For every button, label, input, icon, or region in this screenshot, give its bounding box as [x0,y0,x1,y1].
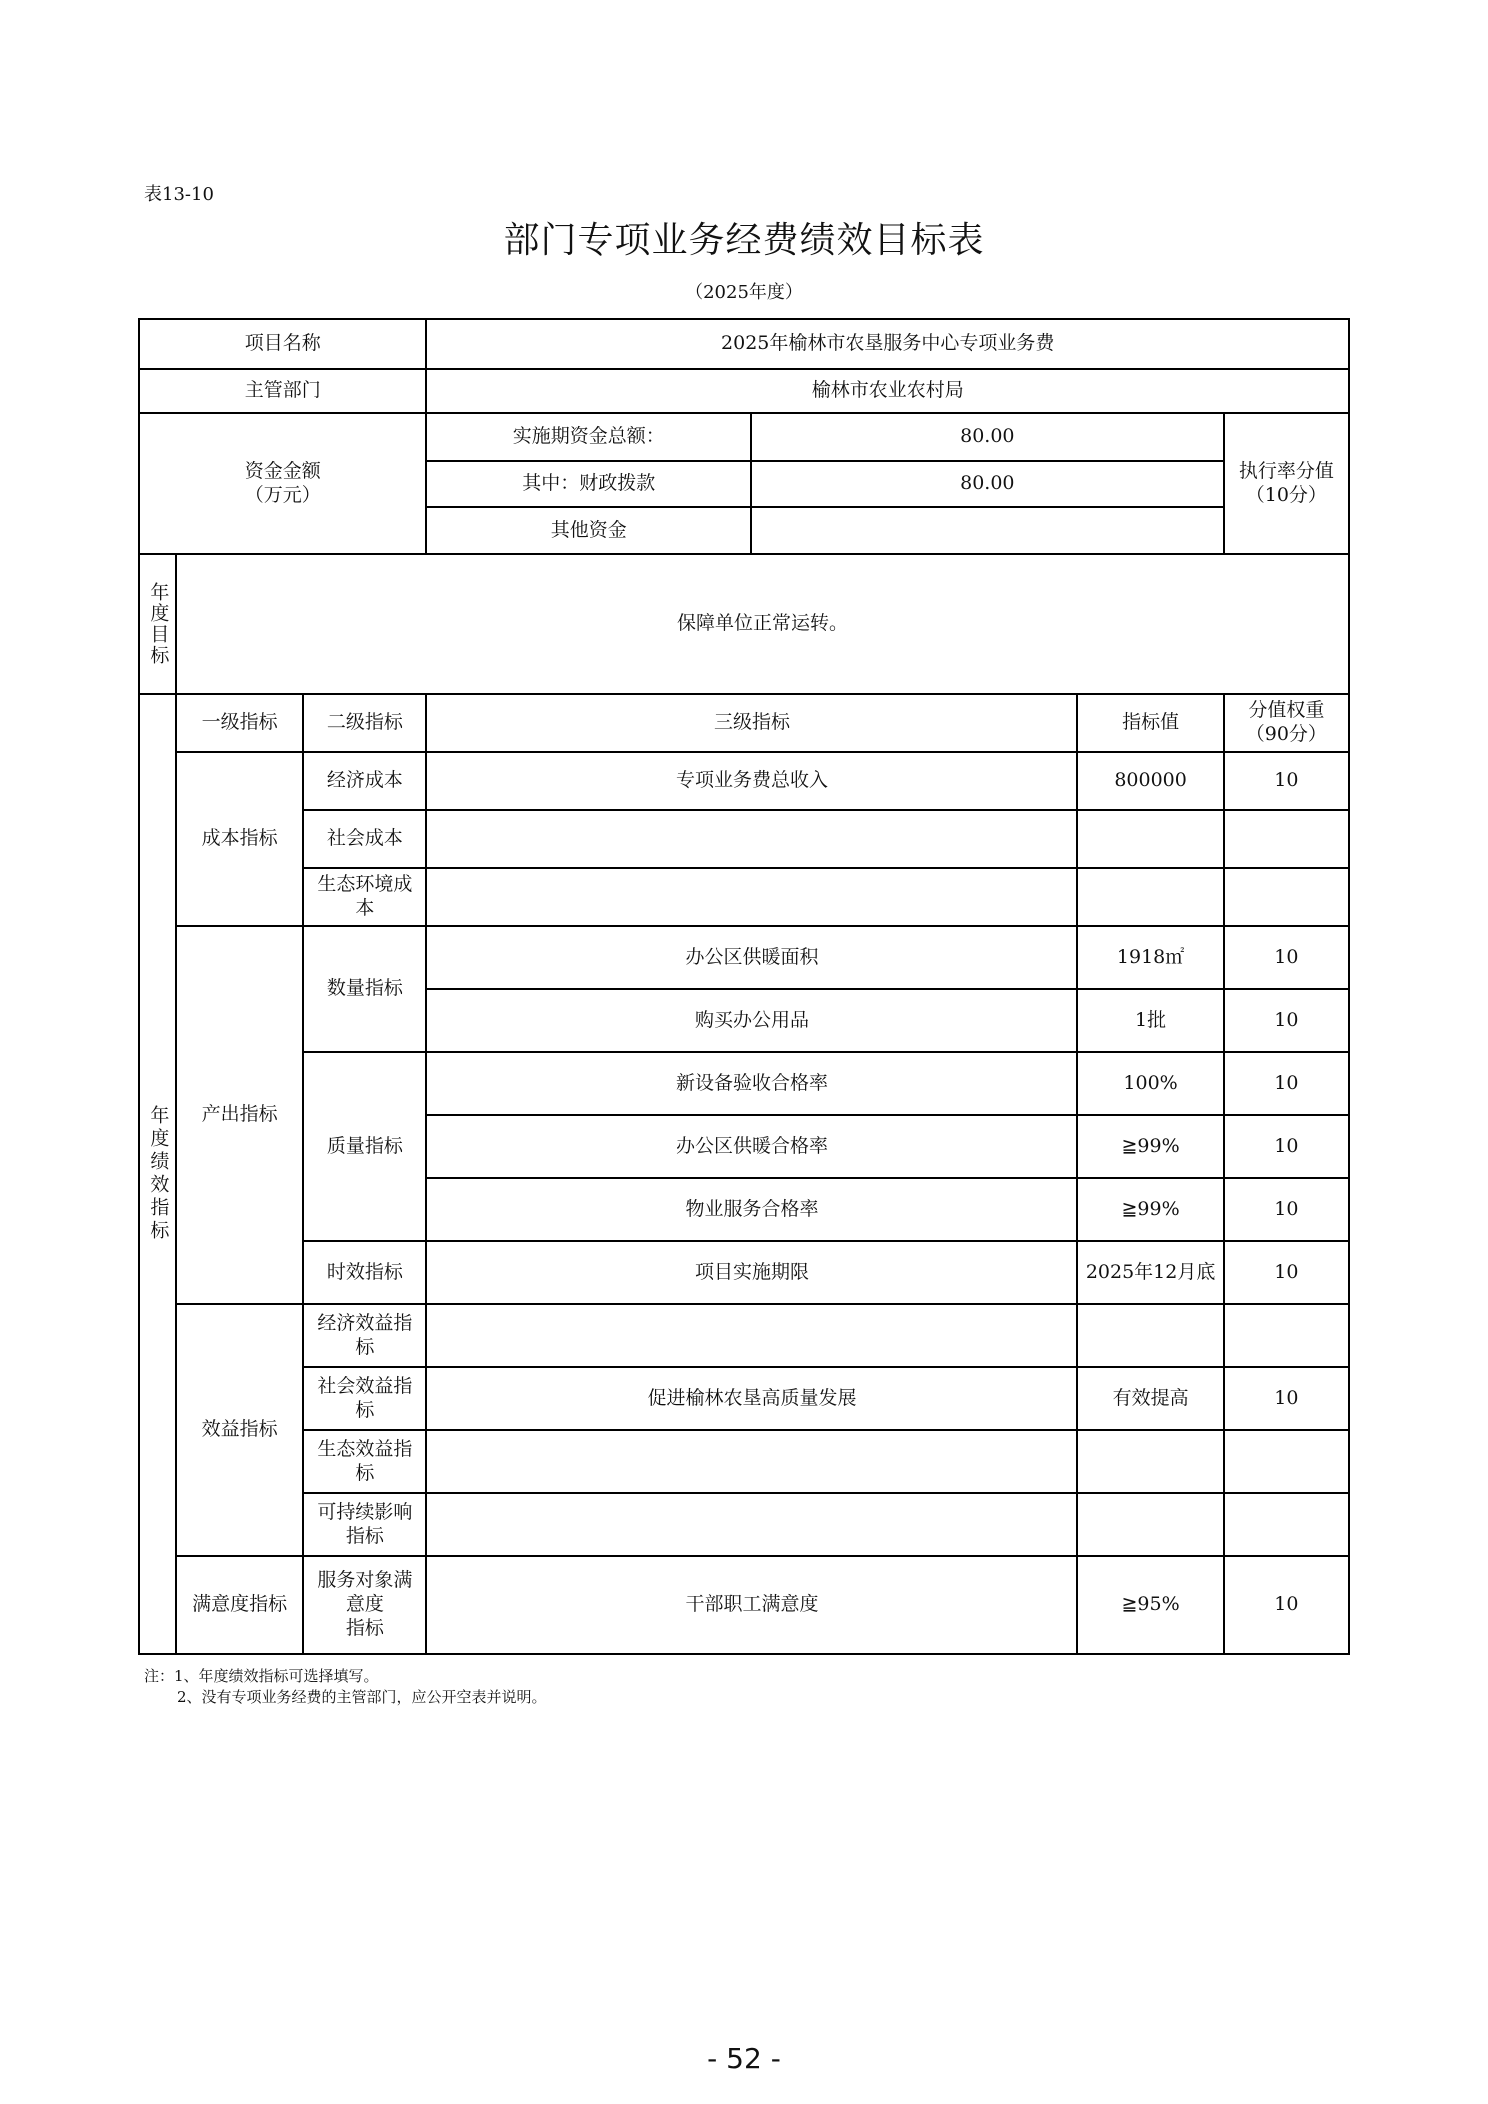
level2-cell: 生态效益指 标 [303,1430,426,1493]
level3-cell: 办公区供暖面积 [426,926,1077,989]
level2-cell: 生态环境成本 [303,868,426,926]
table-row [139,1430,1349,1493]
cost-indicator-label: 成本指标 [176,752,303,926]
benefit-indicator-label: 效益指标 [176,1304,303,1556]
value-cell [1077,1493,1223,1556]
value-cell: 1918㎡ [1077,926,1223,989]
col-header-level1: 一级指标 [176,694,303,752]
fund-total-value: 80.00 [751,413,1224,461]
fund-other-label: 其他资金 [426,507,751,554]
value-cell: 800000 [1077,752,1223,810]
footnotes [144,1666,547,1708]
level3-cell: 促进榆林农垦高质量发展 [426,1367,1077,1430]
weight-cell [1224,1493,1349,1556]
weight-cell: 10 [1224,1367,1349,1430]
level3-cell [426,810,1077,868]
project-name-value: 2025年榆林市农垦服务中心专项业务费 [426,319,1349,369]
performance-target-table [138,318,1350,1655]
level3-cell [426,1304,1077,1367]
level3-cell [426,1430,1077,1493]
table-row [139,810,1349,868]
value-cell: 有效提高 [1077,1367,1223,1430]
fund-fiscal-value: 80.00 [751,461,1224,507]
level3-cell: 新设备验收合格率 [426,1052,1077,1115]
level2-cell: 服务对象满 意度 指标 [303,1556,426,1654]
page-title: 部门专项业务经费绩效目标表 [503,220,985,261]
project-name-label: 项目名称 [139,319,426,369]
project-name-row [139,319,1349,369]
satisfaction-indicator-label: 满意度指标 [176,1556,303,1654]
value-cell: 2025年12月底 [1077,1241,1223,1304]
value-cell: ≧99% [1077,1178,1223,1241]
execution-rate-label: 执行率分值 （10分） [1224,413,1349,554]
weight-cell: 10 [1224,989,1349,1052]
annual-goal-row [139,554,1349,694]
table-row [139,926,1349,989]
quantity-indicator-label: 数量指标 [303,926,426,1052]
fund-other-value [751,507,1224,554]
value-cell [1077,1304,1223,1367]
table-row [139,1304,1349,1367]
col-header-level2: 二级指标 [303,694,426,752]
level2-cell: 经济效益指 标 [303,1304,426,1367]
fund-total-label: 实施期资金总额： [426,413,751,461]
level2-cell: 社会效益指 标 [303,1367,426,1430]
weight-cell [1224,1304,1349,1367]
table-row [139,1241,1349,1304]
table-row [139,868,1349,926]
table-row [139,752,1349,810]
value-cell: 1批 [1077,989,1223,1052]
level3-cell: 项目实施期限 [426,1241,1077,1304]
weight-cell: 10 [1224,1052,1349,1115]
department-row [139,369,1349,413]
col-header-level3: 三级指标 [426,694,1077,752]
weight-cell: 10 [1224,1115,1349,1178]
weight-cell: 10 [1224,752,1349,810]
annual-goal-value: 保障单位正常运转。 [176,554,1349,694]
quality-indicator-label: 质量指标 [303,1052,426,1241]
level2-cell: 经济成本 [303,752,426,810]
annual-indicators-label: 年度绩效指标 [139,694,176,1654]
value-cell [1077,810,1223,868]
level3-cell [426,1493,1077,1556]
fund-amount-label: 资金金额 （万元） [139,413,426,554]
level3-cell: 购买办公用品 [426,989,1077,1052]
value-cell [1077,868,1223,926]
page-subtitle: （2025年度） [685,282,803,303]
level3-cell: 专项业务费总收入 [426,752,1077,810]
col-header-value: 指标值 [1077,694,1223,752]
table-row [139,1052,1349,1115]
weight-cell: 10 [1224,1556,1349,1654]
value-cell: 100% [1077,1052,1223,1115]
table-row [139,1556,1349,1654]
level3-cell: 物业服务合格率 [426,1178,1077,1241]
table-row [139,1493,1349,1556]
department-value: 榆林市农业农村局 [426,369,1349,413]
table-row [139,1367,1349,1430]
value-cell: ≧95% [1077,1556,1223,1654]
output-indicator-label: 产出指标 [176,926,303,1304]
weight-cell [1224,810,1349,868]
footnote: 注：1、年度绩效指标可选择填写。 [144,1667,379,1685]
weight-cell: 10 [1224,1241,1349,1304]
fund-total-row [139,413,1349,461]
time-indicator-label: 时效指标 [303,1241,426,1304]
level2-cell: 社会成本 [303,810,426,868]
weight-cell: 10 [1224,926,1349,989]
level3-cell: 干部职工满意度 [426,1556,1077,1654]
indicator-header-row [139,694,1349,752]
page-number: - 52 - [707,2042,781,2075]
col-header-weight: 分值权重 （90分） [1224,694,1349,752]
table-number: 表13-10 [144,184,214,205]
annual-goal-label: 年度目标 [139,554,176,694]
value-cell: ≧99% [1077,1115,1223,1178]
weight-cell [1224,868,1349,926]
level3-cell [426,868,1077,926]
level3-cell: 办公区供暖合格率 [426,1115,1077,1178]
value-cell [1077,1430,1223,1493]
weight-cell: 10 [1224,1178,1349,1241]
fund-fiscal-label: 其中：财政拨款 [426,461,751,507]
footnote: 2、没有专项业务经费的主管部门，应公开空表并说明。 [177,1688,547,1706]
weight-cell [1224,1430,1349,1493]
department-label: 主管部门 [139,369,426,413]
level2-cell: 可持续影响 指标 [303,1493,426,1556]
